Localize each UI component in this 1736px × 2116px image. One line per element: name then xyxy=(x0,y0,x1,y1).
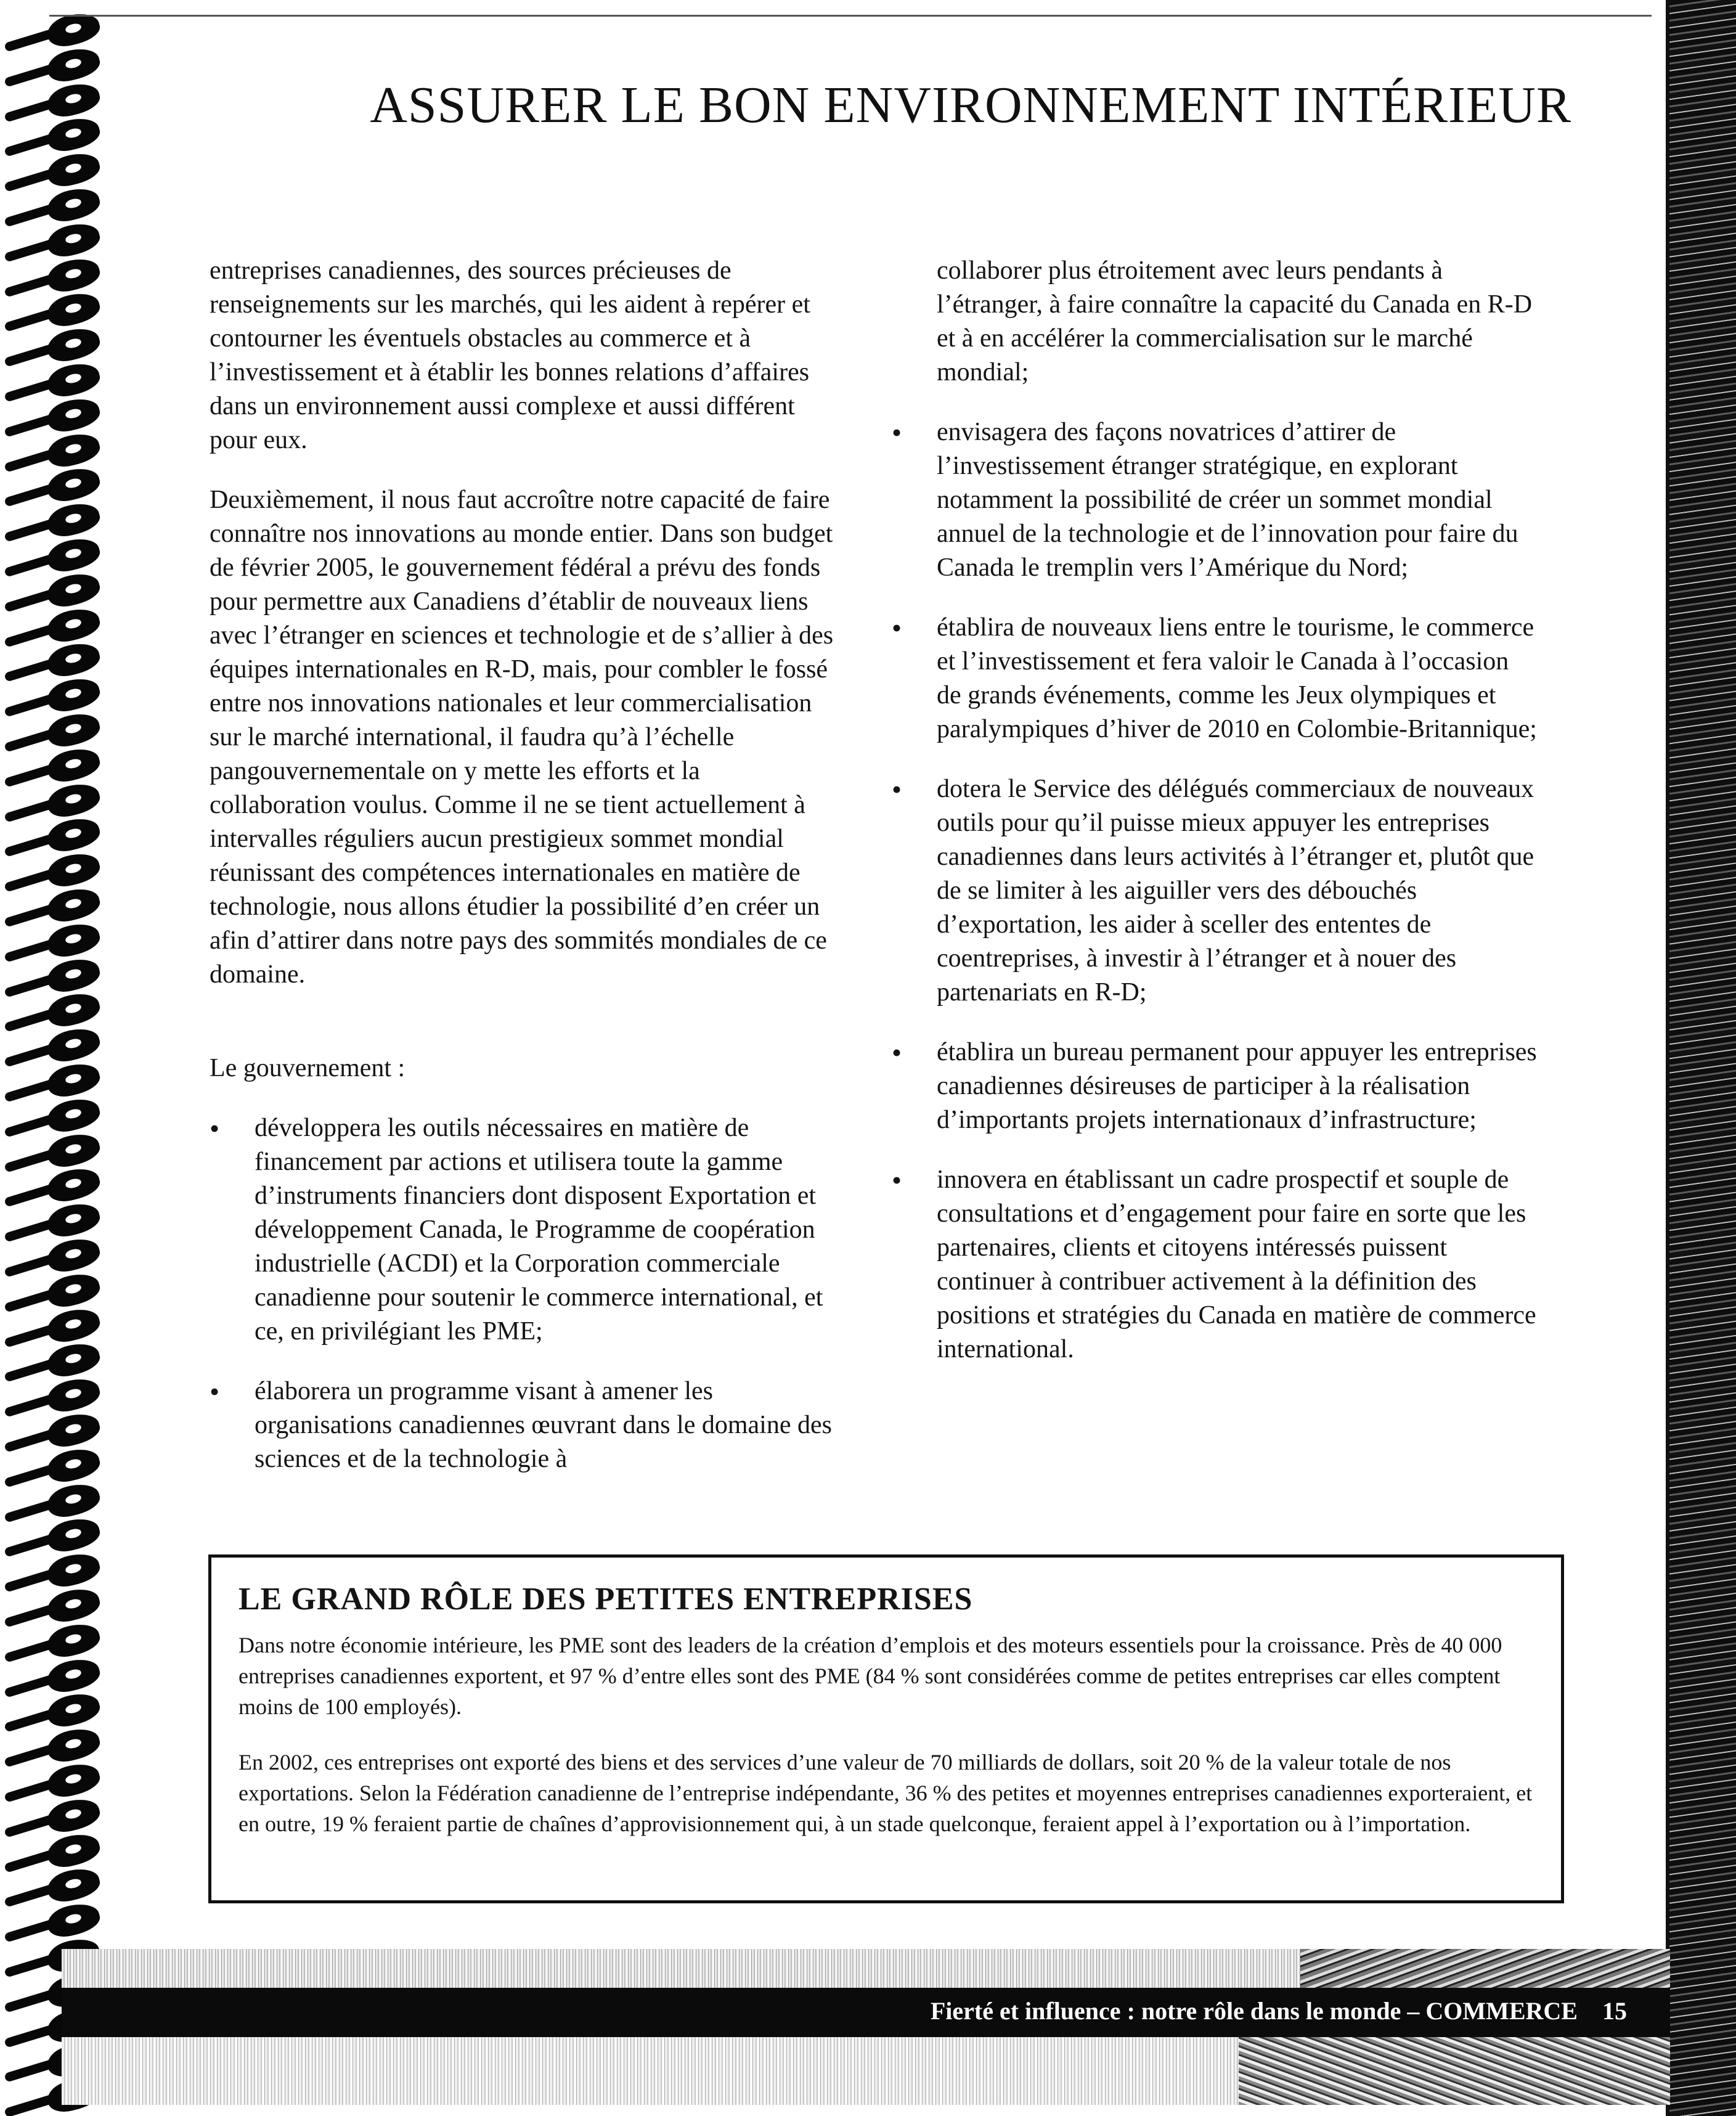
list-item: • dotera le Service des délégués commerciaux de nouveaux outils pour qu’il puisse mieux appuyer les entreprises canadiennes dans leurs activités à l’étranger et, plutôt que de se limiter à les aiguiller vers des débouchés d’exportation, les aider à sceller des ententes de coentreprises, à investir à l’étranger et à nouer des partenariats en R-D; xyxy=(892,774,1534,1007)
spiral-coil xyxy=(4,1448,101,1486)
spiral-coil xyxy=(4,1868,101,1906)
spiral-coil xyxy=(4,1693,101,1731)
spiral-coil xyxy=(4,502,101,541)
spiral-coil xyxy=(4,1833,101,1871)
spiral-coil xyxy=(4,152,101,190)
spiral-coil xyxy=(4,1273,101,1311)
page-title: ASSURER LE BON ENVIRONNEMENT INTÉRIEUR xyxy=(370,76,1571,134)
spiral-coil xyxy=(4,608,101,646)
footer-texture xyxy=(62,1949,1670,1988)
spiral-coil xyxy=(4,958,101,996)
box-title: LE GRAND RÔLE DES PETITES ENTREPRISES xyxy=(238,1582,973,1617)
spiral-coil xyxy=(4,1027,101,1066)
left-column xyxy=(210,254,838,1502)
spiral-coil xyxy=(4,258,101,296)
spiral-coil xyxy=(4,573,101,611)
spiral-coil xyxy=(4,1798,101,1836)
spiral-coil xyxy=(4,1098,101,1136)
bullet-icon: • xyxy=(892,417,902,448)
bullet-list xyxy=(210,1111,838,1476)
sidebar-box xyxy=(208,1554,1564,1903)
spiral-coil xyxy=(4,783,101,821)
footer-texture xyxy=(62,2037,1670,2105)
spiral-binding xyxy=(0,0,108,2116)
spiral-coil xyxy=(4,1518,101,1556)
page-number: 15 xyxy=(1602,1997,1627,2025)
spiral-coil xyxy=(4,713,101,751)
paragraph: collaborer plus étroitement avec leurs pendants à l’étranger, à faire connaître la capacité du Canada en R-D et à en accélérer la commercialisation sur le marché mondial; xyxy=(937,256,1533,386)
spiral-coil xyxy=(4,1167,101,1206)
paragraph: entreprises canadiennes, des sources précieuses de renseignements sur les marchés, qui les aident à repérer et contourner les éventuels obstacles au commerce et à l’investissement et à établir les bonnes relations d’affaires dans un environnement aussi complexe et aussi différent pour eux. xyxy=(210,256,810,454)
spiral-coil xyxy=(4,1588,101,1626)
list-item: • développera les outils nécessaires en matière de financement par actions et utilisera toute la gamme d’instruments financiers dont disposent Exportation et développement Canada, le Programme de coopération industrielle (ACDI) et la Corporation commerciale canadienne pour soutenir le commerce international, et ce, en privilégiant les PME; xyxy=(210,1113,823,1346)
spiral-coil xyxy=(4,467,101,505)
paragraph: Deuxièmement, il nous faut accroître notre capacité de faire connaître nos innovations au monde entier. Dans son budget de février 2005, le gouvernement fédéral a prévu des fonds pour permettre aux Canadiens d’établir de nouveaux liens avec l’étranger en sciences et technologie et de s’allier à des équipes internationales en R-D, mais, pour combler le fossé entre nos innovations nationales et leur commercialisation sur le marché international, il faudra qu’à l’échelle pangouvernementale on y mette les efforts et la collaboration voulus. Comme il ne se tient actuellement à intervalles réguliers aucun prestigieux sommet mondial réunissant des compétences internationales en matière de technologie, nous allons étudier la possibilité d’en créer un afin d’attirer dans notre pays des sommités mondiales de ce domaine. xyxy=(210,486,834,989)
bullet-icon: • xyxy=(892,612,902,643)
list-item: • élaborera un programme visant à amener les organisations canadiennes œuvrant dans le domaine des sciences et de la technologie à xyxy=(210,1376,832,1473)
bullet-icon: • xyxy=(892,1164,902,1196)
spiral-coil xyxy=(4,852,101,891)
footer-text xyxy=(931,1996,1627,2025)
page-edge-shadow xyxy=(1668,0,1736,2116)
running-title: Fierté et influence : notre rôle dans le monde – COMMERCE xyxy=(930,1997,1578,2025)
spiral-coil xyxy=(4,537,101,576)
spiral-coil xyxy=(4,888,101,926)
spiral-coil xyxy=(4,992,101,1031)
spiral-coil xyxy=(4,327,101,366)
spiral-coil xyxy=(4,1658,101,1696)
spiral-coil xyxy=(4,1728,101,1766)
box-paragraph: Dans notre économie intérieure, les PME sont des leaders de la création d’emplois et des moteurs essentiels pour la croissance. Près de 40 000 entreprises canadiennes exportent, et 97 % d’entre elles sont des PME (84 % sont considérées comme de petites entreprises car elles comptent moins de 100 employés). xyxy=(238,1633,1502,1719)
box-paragraph: En 2002, ces entreprises ont exporté des biens et des services d’une valeur de 70 milliards de dollars, soit 20 % de la valeur totale de nos exportations. Selon la Fédération canadienne de l’entreprise indépendante, 36 % des petites et moyennes entreprises canadiennes exporteraient, et en outre, 19 % feraient partie de chaînes d’approvisionnement qui, à un stade quelconque, feraient appel à l’exportation ou à l’importation. xyxy=(238,1750,1533,1836)
spiral-coil xyxy=(4,1308,101,1346)
spiral-coil xyxy=(4,817,101,856)
spiral-coil xyxy=(4,642,101,680)
spiral-coil xyxy=(4,1903,101,1941)
spiral-coil xyxy=(4,748,101,786)
spiral-coil xyxy=(4,1483,101,1521)
spiral-coil xyxy=(4,1238,101,1276)
bullet-list xyxy=(892,415,1538,1366)
footer-bar xyxy=(62,1988,1670,2037)
spiral-coil xyxy=(4,292,101,330)
top-edge-rule xyxy=(49,15,1652,17)
spiral-coil xyxy=(4,362,101,401)
spiral-coil xyxy=(4,223,101,261)
spiral-coil xyxy=(4,1203,101,1241)
spiral-coil xyxy=(4,12,101,51)
spiral-coil xyxy=(4,1763,101,1801)
spiral-coil xyxy=(4,1413,101,1451)
bullet-icon: • xyxy=(210,1113,220,1144)
spiral-coil xyxy=(4,1063,101,1101)
spiral-coil xyxy=(4,1133,101,1171)
bullet-icon: • xyxy=(210,1376,220,1407)
list-item: • envisagera des façons novatrices d’attirer de l’investissement étranger stratégique, en explorant notamment la possibilité de créer un sommet mondial annuel de la technologie et de l’innovation pour faire du Canada le tremplin vers l’Amérique du Nord; xyxy=(892,417,1518,582)
bullet-icon: • xyxy=(892,774,902,805)
list-item: • établira de nouveaux liens entre le tourisme, le commerce et l’investissement et fera valoir le Canada à l’occasion de grands événements, comme les Jeux olympiques et paralympiques d’hiver de 2010 en Colombie-Britannique; xyxy=(892,612,1537,743)
list-item: • établira un bureau permanent pour appuyer les entreprises canadiennes désireuses de participer à la réalisation d’importants projets internationaux d’infrastructure; xyxy=(892,1037,1537,1134)
spiral-coil xyxy=(4,433,101,471)
right-column xyxy=(892,254,1538,1392)
list-intro: Le gouvernement : xyxy=(210,1054,405,1082)
spiral-coil xyxy=(4,398,101,436)
spiral-coil xyxy=(4,923,101,961)
spiral-coil xyxy=(4,187,101,226)
spiral-coil xyxy=(4,1342,101,1381)
list-item: • innovera en établissant un cadre prospectif et souple de consultations et d’engagement pour faire en sorte que les partenaires, clients et citoyens intéressés puissent continuer à contribuer activement à la définition des positions et stratégies du Canada en matière de commerce international. xyxy=(892,1164,1536,1363)
spiral-coil xyxy=(4,1553,101,1591)
spiral-coil xyxy=(4,1378,101,1416)
bullet-icon: • xyxy=(892,1037,902,1068)
spiral-coil xyxy=(4,677,101,716)
spiral-coil xyxy=(4,1623,101,1661)
